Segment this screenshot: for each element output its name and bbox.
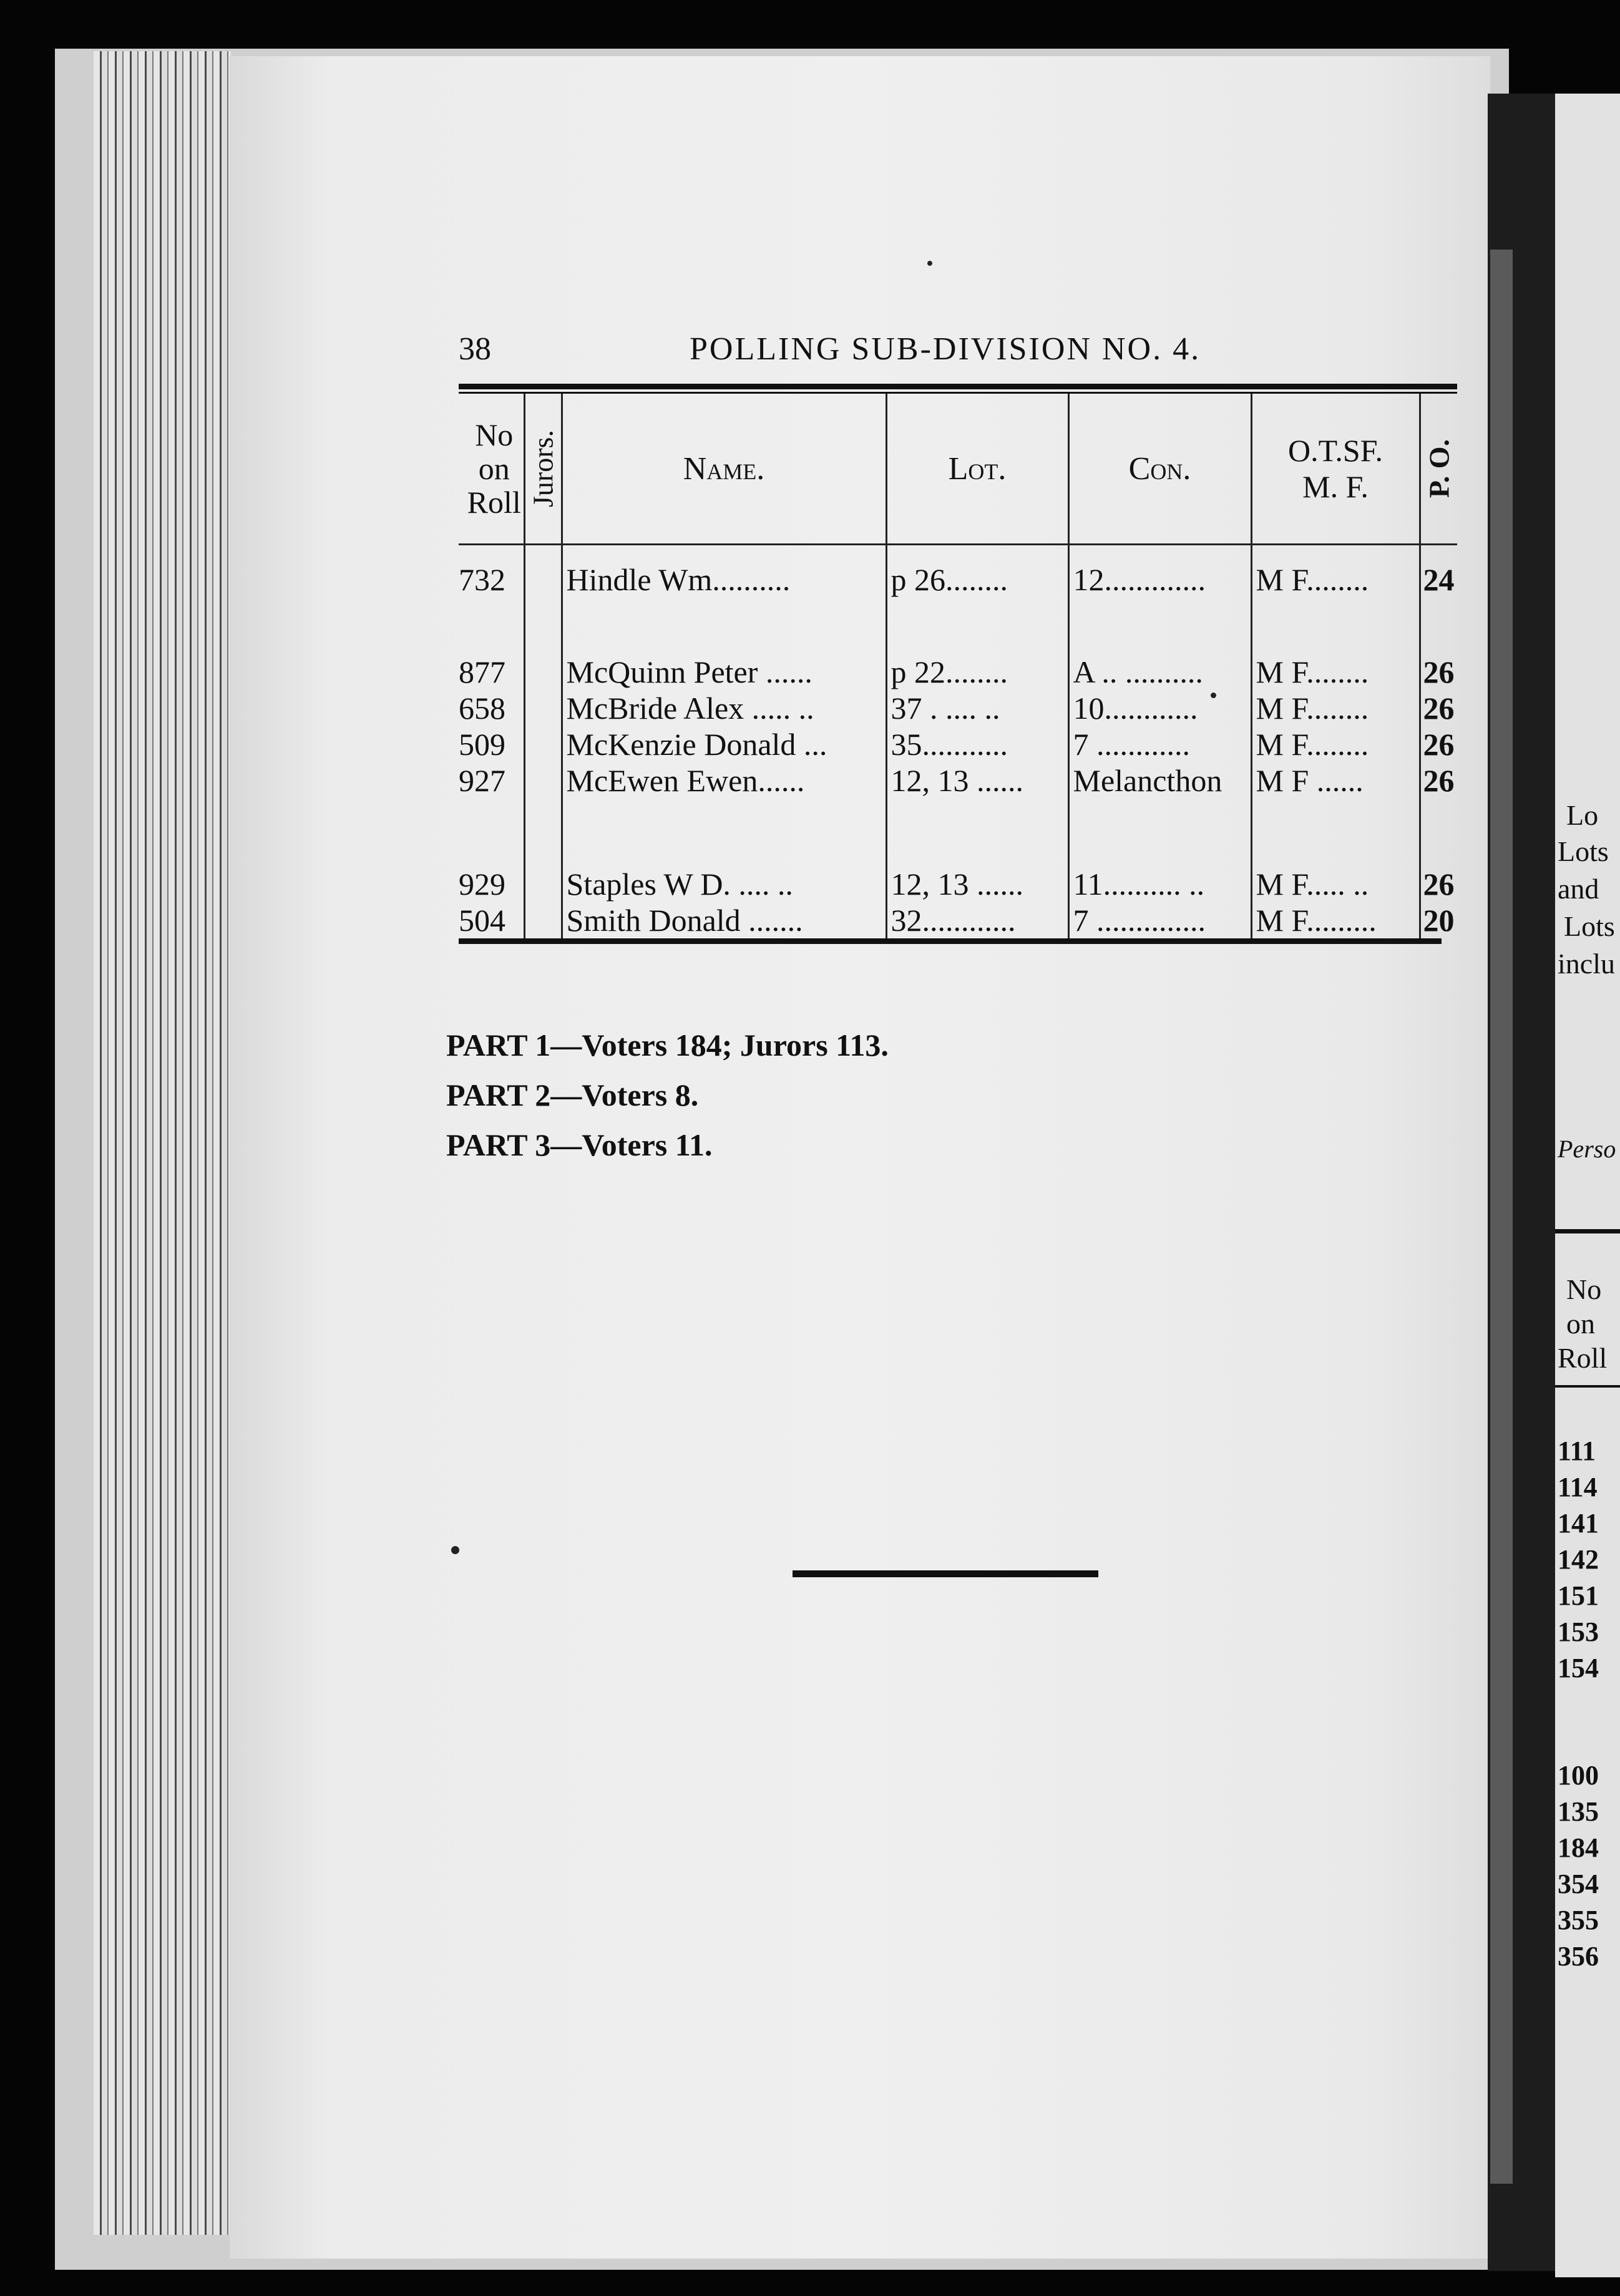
header-no: No bbox=[475, 417, 514, 452]
con-cell: 11.......... .. bbox=[1068, 866, 1251, 902]
summary-part-2: PART 2—Voters 8. bbox=[446, 1077, 699, 1112]
con-cell: 7 ............ bbox=[1068, 726, 1251, 762]
otsf-cell: M F........ bbox=[1251, 726, 1420, 762]
fragment-roll-number: 356 bbox=[1558, 1941, 1599, 1972]
voter-name: Staples W D. .... .. bbox=[562, 866, 886, 902]
table-row bbox=[459, 866, 1457, 902]
roll-number: 877 bbox=[459, 654, 505, 689]
fragment-roll-number: 114 bbox=[1558, 1472, 1598, 1502]
page-number: 38 bbox=[459, 331, 491, 367]
table-row bbox=[459, 562, 1457, 598]
roll-number: 927 bbox=[459, 763, 505, 798]
fragment-roll-number: 142 bbox=[1558, 1544, 1599, 1575]
juror-cell bbox=[524, 690, 562, 726]
gutter-shadow bbox=[1490, 250, 1513, 2184]
lot-cell: p 22........ bbox=[886, 654, 1068, 690]
fragment-roll-number: 111 bbox=[1558, 1436, 1596, 1466]
fragment-italic-line: Perso bbox=[1558, 1135, 1616, 1163]
roll-number: 929 bbox=[459, 867, 505, 902]
juror-cell bbox=[524, 762, 562, 799]
header-otsf-line2: M. F. bbox=[1302, 469, 1369, 504]
ink-speck bbox=[1211, 693, 1216, 698]
juror-cell bbox=[524, 562, 562, 598]
voter-name: Hindle Wm.......... bbox=[562, 562, 886, 598]
fragment-line: Lots bbox=[1564, 910, 1615, 942]
roll-number: 658 bbox=[459, 691, 505, 726]
po-cell: 26 bbox=[1420, 762, 1457, 799]
table-bottom-rule bbox=[459, 938, 1442, 944]
fragment-roll-number: 141 bbox=[1558, 1508, 1599, 1539]
con-cell: A .. .......... bbox=[1068, 654, 1251, 690]
jurors-label: Jurors. bbox=[527, 430, 559, 507]
po-cell: 24 bbox=[1420, 562, 1457, 598]
lot-cell: 12, 13 ...... bbox=[886, 762, 1068, 799]
voter-name: McQuinn Peter ...... bbox=[562, 654, 886, 690]
table-top-rule bbox=[459, 384, 1457, 389]
lot-cell: 32............ bbox=[886, 902, 1068, 938]
column-header-no-on-roll bbox=[459, 394, 524, 545]
fragment-line: Lo bbox=[1566, 799, 1599, 831]
po-cell: 26 bbox=[1420, 690, 1457, 726]
fragment-rule bbox=[1555, 1229, 1620, 1233]
fragment-roll-number: 151 bbox=[1558, 1580, 1599, 1611]
juror-cell bbox=[524, 726, 562, 762]
column-header-po bbox=[1420, 394, 1457, 545]
table-row bbox=[459, 726, 1457, 762]
ink-speck bbox=[927, 261, 932, 266]
po-cell: 26 bbox=[1420, 726, 1457, 762]
lot-cell: 37 . .... .. bbox=[886, 690, 1068, 726]
otsf-cell: M F ...... bbox=[1251, 762, 1420, 799]
table-row bbox=[459, 654, 1457, 690]
otsf-cell: M F..... .. bbox=[1251, 866, 1420, 902]
fragment-roll-header: on bbox=[1566, 1308, 1595, 1340]
juror-cell bbox=[524, 902, 562, 938]
fragment-roll-number: 100 bbox=[1558, 1760, 1599, 1791]
column-header-name: Name. bbox=[562, 394, 886, 545]
po-cell: 20 bbox=[1420, 902, 1457, 938]
otsf-cell: M F........ bbox=[1251, 690, 1420, 726]
po-cell: 26 bbox=[1420, 654, 1457, 690]
fragment-line: inclu bbox=[1558, 948, 1615, 980]
summary-part-1: PART 1—Voters 184; Jurors 113. bbox=[446, 1028, 889, 1063]
summary-part-3: PART 3—Voters 11. bbox=[446, 1127, 713, 1162]
otsf-cell: M F........ bbox=[1251, 562, 1420, 598]
header-roll: Roll bbox=[467, 485, 521, 520]
table-row bbox=[459, 902, 1457, 938]
right-page-fragment bbox=[1555, 94, 1620, 2277]
con-cell: 10............ bbox=[1068, 690, 1251, 726]
summary-block bbox=[446, 1020, 889, 1170]
page-edges bbox=[94, 51, 231, 2235]
po-label: P. O. bbox=[1423, 439, 1455, 499]
juror-cell bbox=[524, 654, 562, 690]
fragment-roll-number: 154 bbox=[1558, 1653, 1599, 1683]
roll-number: 732 bbox=[459, 562, 505, 597]
fragment-roll-number: 355 bbox=[1558, 1905, 1599, 1935]
lot-cell: 12, 13 ...... bbox=[886, 866, 1068, 902]
po-cell: 26 bbox=[1420, 866, 1457, 902]
otsf-cell: M F........ bbox=[1251, 654, 1420, 690]
fragment-roll-number: 153 bbox=[1558, 1617, 1599, 1647]
voter-name: Smith Donald ....... bbox=[562, 902, 886, 938]
voter-name: McEwen Ewen...... bbox=[562, 762, 886, 799]
ink-speck bbox=[451, 1546, 459, 1554]
fragment-line: Lots bbox=[1558, 835, 1609, 867]
page-title: POLLING SUB-DIVISION NO. 4. bbox=[690, 331, 1201, 367]
header-on: on bbox=[478, 451, 510, 486]
con-cell: Melancthon bbox=[1068, 762, 1251, 799]
lot-cell: 35........... bbox=[886, 726, 1068, 762]
table-row bbox=[459, 762, 1457, 799]
table-row bbox=[459, 690, 1457, 726]
fragment-rule bbox=[1555, 1385, 1620, 1388]
otsf-cell: M F......... bbox=[1251, 902, 1420, 938]
closing-rule bbox=[793, 1570, 1098, 1577]
fragment-roll-number: 354 bbox=[1558, 1869, 1599, 1899]
column-header-lot: Lot. bbox=[886, 394, 1068, 545]
voters-table bbox=[459, 384, 1457, 944]
voter-name: McKenzie Donald ... bbox=[562, 726, 886, 762]
fragment-roll-number: 184 bbox=[1558, 1832, 1599, 1863]
roll-number: 509 bbox=[459, 727, 505, 762]
fragment-roll-number: 135 bbox=[1558, 1796, 1599, 1827]
roll-number: 504 bbox=[459, 903, 505, 938]
voter-name: McBride Alex ..... .. bbox=[562, 690, 886, 726]
fragment-line: and bbox=[1558, 873, 1599, 905]
running-head bbox=[459, 331, 1457, 374]
column-header-con: Con. bbox=[1068, 394, 1251, 545]
header-otsf-line1: O.T.SF. bbox=[1287, 433, 1383, 468]
con-cell: 12............. bbox=[1068, 562, 1251, 598]
fragment-roll-header: Roll bbox=[1558, 1342, 1608, 1374]
fragment-roll-header: No bbox=[1566, 1273, 1602, 1305]
column-header-jurors bbox=[524, 394, 562, 545]
column-header-otsf bbox=[1251, 394, 1420, 545]
con-cell: 7 .............. bbox=[1068, 902, 1251, 938]
lot-cell: p 26........ bbox=[886, 562, 1068, 598]
juror-cell bbox=[524, 866, 562, 902]
